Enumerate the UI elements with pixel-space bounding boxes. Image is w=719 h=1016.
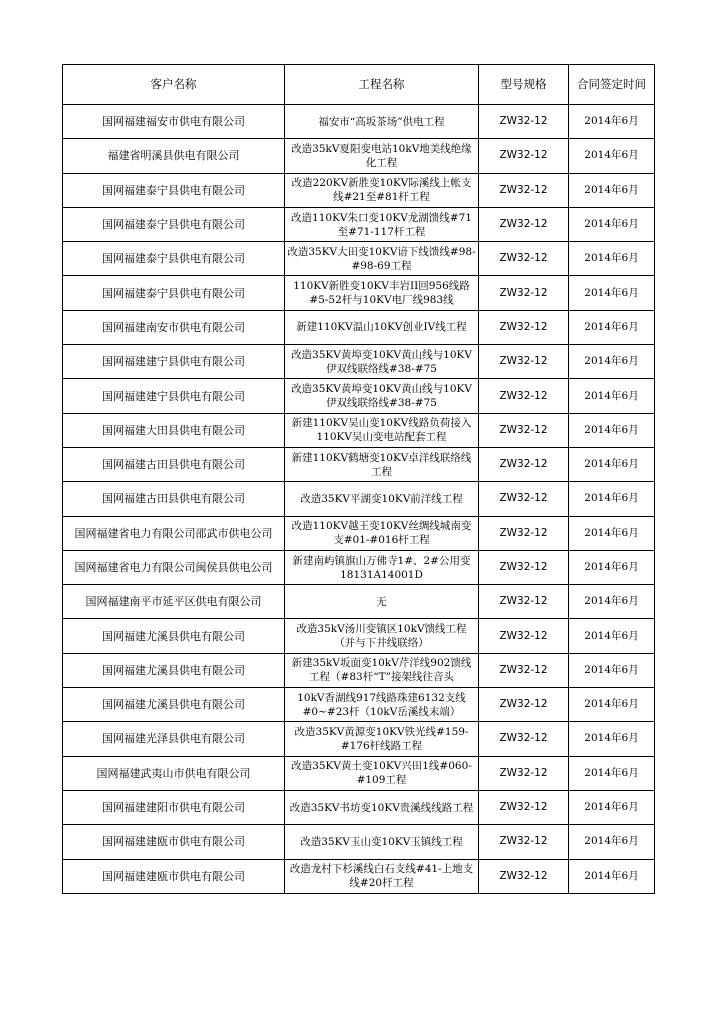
model-spec-cell: ZW32-12: [479, 242, 569, 276]
project-name-cell: 新建110KV温山10KV创业IV线工程: [285, 310, 479, 344]
contract-date-cell: 2014年6月: [569, 516, 655, 550]
model-spec-cell: ZW32-12: [479, 105, 569, 139]
project-name-cell: 新建110KV鹤塘变10KV卓洋线联络线工程: [285, 447, 479, 481]
customer-name-cell: 国网福建尤溪县供电有限公司: [63, 619, 285, 653]
table-row: [63, 139, 655, 173]
customer-name-cell: 国网福建省电力有限公司邵武市供电公司: [63, 516, 285, 550]
project-name-cell: 新建110KV吴山变10KV线路负荷接入110KV吴山变电站配套工程: [285, 413, 479, 447]
table-row: [63, 242, 655, 276]
table-row: [63, 276, 655, 310]
customer-name-cell: 国网福建建宁县供电有限公司: [63, 379, 285, 413]
project-name-cell: 改造龙村下杉溪线白石支线#41-上地支线#20杆工程: [285, 859, 479, 893]
project-name-cell: 改造35KV书坊变10KV贵溪线线路工程: [285, 790, 479, 824]
table-row: [63, 173, 655, 207]
contract-date-cell: 2014年6月: [569, 859, 655, 893]
project-name-cell: 福安市“高坂茶场”供电工程: [285, 105, 479, 139]
customer-name-cell: 福建省明溪县供电有限公司: [63, 139, 285, 173]
model-spec-cell: ZW32-12: [479, 550, 569, 584]
table-row: [63, 688, 655, 722]
project-name-cell: 改造35KV大田变10KV谙下线馈线#98-#98-69工程: [285, 242, 479, 276]
customer-name-cell: 国网福建建瓯市供电有限公司: [63, 859, 285, 893]
project-name-cell: 改造110KV朱口变10KV龙湖馈线#71至#71-117杆工程: [285, 207, 479, 241]
table-row: [63, 447, 655, 481]
contract-date-cell: 2014年6月: [569, 653, 655, 687]
customer-name-cell: 国网福建大田县供电有限公司: [63, 413, 285, 447]
model-spec-cell: ZW32-12: [479, 379, 569, 413]
table-row: [63, 516, 655, 550]
project-name-cell: 改造35kV汤川变镇区10kV馈线工程（并与下井线联络）: [285, 619, 479, 653]
model-spec-cell: ZW32-12: [479, 173, 569, 207]
project-name-cell: 无: [285, 585, 479, 619]
model-spec-cell: ZW32-12: [479, 825, 569, 859]
table-row: [63, 310, 655, 344]
project-name-cell: 改造35kV夏阳变电站10kV地美线绝缘化工程: [285, 139, 479, 173]
table-header: [63, 65, 655, 105]
customer-name-cell: 国网福建古田县供电有限公司: [63, 482, 285, 516]
contract-date-cell: 2014年6月: [569, 447, 655, 481]
contract-date-cell: 2014年6月: [569, 379, 655, 413]
customer-name-cell: 国网福建南平市延平区供电有限公司: [63, 585, 285, 619]
model-spec-cell: ZW32-12: [479, 619, 569, 653]
project-name-cell: 改造35KV黄土变10KV兴田1线#060-#109工程: [285, 756, 479, 790]
contract-date-cell: 2014年6月: [569, 722, 655, 756]
customer-name-cell: 国网福建光泽县供电有限公司: [63, 722, 285, 756]
header-model: 型号规格: [479, 65, 569, 105]
project-name-cell: 改造35KV平湖变10KV前洋线工程: [285, 482, 479, 516]
model-spec-cell: ZW32-12: [479, 585, 569, 619]
model-spec-cell: ZW32-12: [479, 722, 569, 756]
header-project: 工程名称: [285, 65, 479, 105]
customer-name-cell: 国网福建建瓯市供电有限公司: [63, 825, 285, 859]
header-customer: 客户名称: [63, 65, 285, 105]
project-name-cell: 10kV香湖线917线路珠建6132支线#0~#23杆（10kV岳溪线末端）: [285, 688, 479, 722]
table-row: [63, 790, 655, 824]
contract-date-cell: 2014年6月: [569, 242, 655, 276]
model-spec-cell: ZW32-12: [479, 653, 569, 687]
contract-date-cell: 2014年6月: [569, 550, 655, 584]
model-spec-cell: ZW32-12: [479, 276, 569, 310]
table-row: [63, 859, 655, 893]
contract-date-cell: 2014年6月: [569, 482, 655, 516]
model-spec-cell: ZW32-12: [479, 790, 569, 824]
contract-table: [62, 64, 655, 894]
project-name-cell: 110KV新胜变10KV丰岩II回956线路#5-52杆与10KV电厂线983线: [285, 276, 479, 310]
project-name-cell: 新建南屿镇旗山万佛寺1#、2#公用变18131A14001D: [285, 550, 479, 584]
table-row: [63, 722, 655, 756]
customer-name-cell: 国网福建武夷山市供电有限公司: [63, 756, 285, 790]
contract-date-cell: 2014年6月: [569, 825, 655, 859]
table-row: [63, 207, 655, 241]
project-name-cell: 改造110KV越王变10KV丝绸线城南变支#01-#016杆工程: [285, 516, 479, 550]
table-row: [63, 756, 655, 790]
model-spec-cell: ZW32-12: [479, 447, 569, 481]
customer-name-cell: 国网福建古田县供电有限公司: [63, 447, 285, 481]
model-spec-cell: ZW32-12: [479, 207, 569, 241]
table-row: [63, 105, 655, 139]
project-name-cell: 改造35KV玉山变10KV玉镇线工程: [285, 825, 479, 859]
table-row: [63, 825, 655, 859]
model-spec-cell: ZW32-12: [479, 756, 569, 790]
project-name-cell: 改造35KV黄埠变10KV黄山线与10KV伊双线联络线#38-#75: [285, 379, 479, 413]
customer-name-cell: 国网福建福安市供电有限公司: [63, 105, 285, 139]
customer-name-cell: 国网福建尤溪县供电有限公司: [63, 688, 285, 722]
model-spec-cell: ZW32-12: [479, 139, 569, 173]
contract-date-cell: 2014年6月: [569, 688, 655, 722]
contract-date-cell: 2014年6月: [569, 173, 655, 207]
project-name-cell: 新建35kV坂面变10kV芹洋线902馈线工程（#83杆“T”接架线往音头: [285, 653, 479, 687]
table-body: [63, 105, 655, 894]
table-row: [63, 413, 655, 447]
model-spec-cell: ZW32-12: [479, 859, 569, 893]
contract-date-cell: 2014年6月: [569, 790, 655, 824]
table-row: [63, 482, 655, 516]
project-name-cell: 改造220KV新胜变10KV际溪线上帐支线#21至#81杆工程: [285, 173, 479, 207]
contract-date-cell: 2014年6月: [569, 139, 655, 173]
contract-date-cell: 2014年6月: [569, 756, 655, 790]
contract-date-cell: 2014年6月: [569, 619, 655, 653]
contract-date-cell: 2014年6月: [569, 585, 655, 619]
contract-date-cell: 2014年6月: [569, 105, 655, 139]
table-row: [63, 345, 655, 379]
header-row: [63, 65, 655, 105]
table-row: [63, 619, 655, 653]
table-row: [63, 653, 655, 687]
customer-name-cell: 国网福建尤溪县供电有限公司: [63, 653, 285, 687]
project-name-cell: 改造35KV黄源变10KV铁光线#159-#176杆线路工程: [285, 722, 479, 756]
contract-date-cell: 2014年6月: [569, 310, 655, 344]
project-name-cell: 改造35KV黄埠变10KV黄山线与10KV伊双线联络线#38-#75: [285, 345, 479, 379]
customer-name-cell: 国网福建建宁县供电有限公司: [63, 345, 285, 379]
header-date: 合同签定时间: [569, 65, 655, 105]
table-row: [63, 379, 655, 413]
model-spec-cell: ZW32-12: [479, 482, 569, 516]
model-spec-cell: ZW32-12: [479, 413, 569, 447]
table-row: [63, 585, 655, 619]
contract-date-cell: 2014年6月: [569, 345, 655, 379]
customer-name-cell: 国网福建泰宁县供电有限公司: [63, 242, 285, 276]
table-row: [63, 550, 655, 584]
customer-name-cell: 国网福建泰宁县供电有限公司: [63, 276, 285, 310]
customer-name-cell: 国网福建省电力有限公司闽侯县供电公司: [63, 550, 285, 584]
customer-name-cell: 国网福建南安市供电有限公司: [63, 310, 285, 344]
customer-name-cell: 国网福建建阳市供电有限公司: [63, 790, 285, 824]
customer-name-cell: 国网福建泰宁县供电有限公司: [63, 207, 285, 241]
model-spec-cell: ZW32-12: [479, 688, 569, 722]
contract-date-cell: 2014年6月: [569, 276, 655, 310]
contract-date-cell: 2014年6月: [569, 413, 655, 447]
model-spec-cell: ZW32-12: [479, 516, 569, 550]
customer-name-cell: 国网福建泰宁县供电有限公司: [63, 173, 285, 207]
contract-date-cell: 2014年6月: [569, 207, 655, 241]
model-spec-cell: ZW32-12: [479, 310, 569, 344]
model-spec-cell: ZW32-12: [479, 345, 569, 379]
